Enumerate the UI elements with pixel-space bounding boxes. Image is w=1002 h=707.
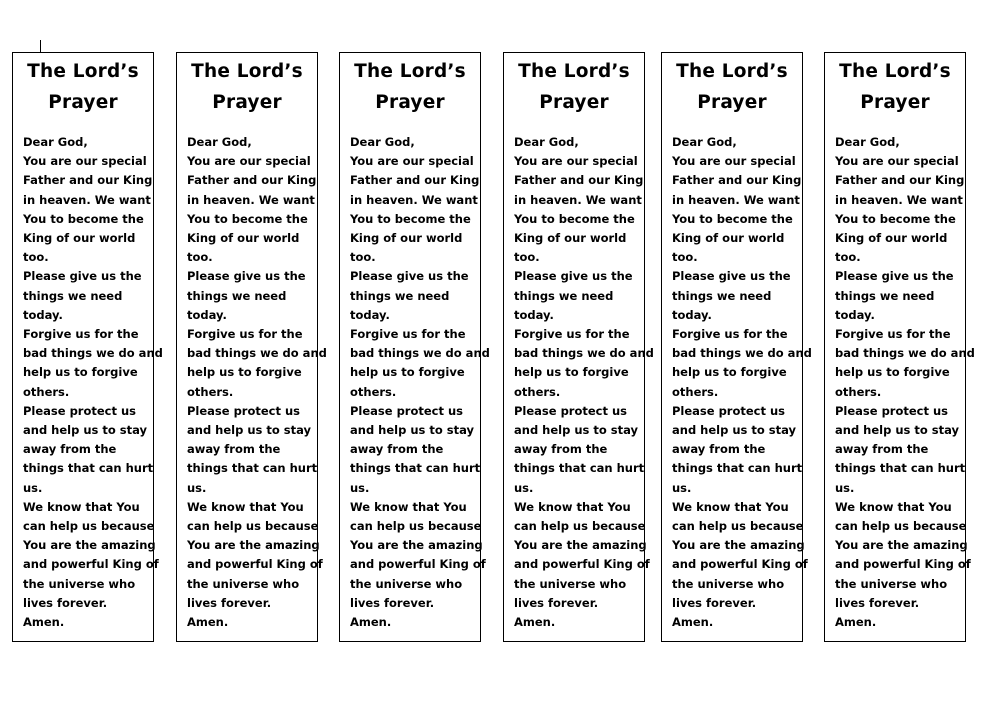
prayer-text [350, 133, 490, 632]
prayer-line: lives forever. [672, 595, 757, 610]
prayer-line: King of our world [514, 231, 627, 246]
prayer-line: us. [23, 480, 43, 495]
prayer-line: things that can hurt [23, 461, 154, 476]
bookmark-3 [339, 52, 490, 642]
prayer-line: in heaven. We want [23, 192, 151, 207]
prayer-line: You are our special [672, 154, 796, 169]
prayer-line: We know that You [350, 499, 467, 514]
prayer-line: You are our special [835, 154, 959, 169]
prayer-line: lives forever. [514, 595, 599, 610]
prayer-line: can help us because [350, 519, 482, 534]
prayer-line: others. [672, 384, 719, 399]
prayer-line: Forgive us for the [23, 327, 139, 342]
prayer-line: things that can hurt [187, 461, 318, 476]
prayer-line: others. [23, 384, 70, 399]
prayer-line: Please protect us [514, 403, 628, 418]
prayer-line: us. [835, 480, 855, 495]
prayer-line: King of our world [672, 231, 785, 246]
prayer-line: Dear God, [23, 135, 88, 149]
prayer-line: things we need [187, 288, 287, 303]
prayer-line: and powerful King of [350, 557, 486, 572]
prayer-line: King of our world [835, 231, 948, 246]
prayer-line: too. [672, 250, 698, 265]
prayer-line: things we need [514, 288, 614, 303]
prayer-line: Dear God, [835, 135, 900, 149]
prayer-line: and help us to stay [672, 423, 797, 438]
prayer-line: Amen. [187, 615, 229, 630]
prayer-line: Please give us the [23, 269, 142, 284]
prayer-line: Father and our King [350, 173, 480, 188]
prayer-line: can help us because [23, 519, 155, 534]
prayer-line: Forgive us for the [350, 327, 466, 342]
prayer-line: You to become the [514, 211, 635, 226]
prayer-line: Father and our King [514, 173, 644, 188]
prayer-line: things that can hurt [672, 461, 803, 476]
prayer-text [514, 133, 654, 632]
prayer-text [672, 133, 812, 632]
prayer-line: and help us to stay [187, 423, 312, 438]
prayer-line: in heaven. We want [835, 192, 963, 207]
prayer-line: us. [350, 480, 370, 495]
prayer-line: help us to forgive [23, 365, 138, 380]
prayer-line: too. [23, 250, 49, 265]
prayer-line: King of our world [187, 231, 300, 246]
prayer-line: too. [350, 250, 376, 265]
prayer-line: You are the amazing [835, 538, 968, 553]
prayer-line: lives forever. [835, 595, 920, 610]
prayer-line: things that can hurt [514, 461, 645, 476]
bookmark-title: The Lord’s Prayer [518, 61, 630, 113]
bookmark-2 [176, 52, 327, 642]
prayer-line: and help us to stay [23, 423, 148, 438]
prayer-text [835, 133, 975, 632]
prayer-line: the universe who [835, 576, 948, 591]
prayer-line: Please protect us [23, 403, 137, 418]
prayer-line: things that can hurt [835, 461, 966, 476]
prayer-line: the universe who [514, 576, 627, 591]
prayer-line: in heaven. We want [672, 192, 800, 207]
prayer-line: others. [835, 384, 882, 399]
prayer-line: and powerful King of [514, 557, 650, 572]
prayer-line: Forgive us for the [514, 327, 630, 342]
prayer-line: Father and our King [23, 173, 153, 188]
prayer-line: today. [187, 307, 227, 322]
bookmark-title: The Lord’s Prayer [27, 61, 139, 113]
prayer-line: help us to forgive [835, 365, 950, 380]
bookmark-1 [12, 52, 163, 642]
prayer-line: away from the [187, 442, 281, 457]
prayer-line: Amen. [672, 615, 714, 630]
prayer-line: You to become the [187, 211, 308, 226]
prayer-line: Dear God, [187, 135, 252, 149]
prayer-line: help us to forgive [350, 365, 465, 380]
prayer-line: in heaven. We want [187, 192, 315, 207]
prayer-line: the universe who [23, 576, 136, 591]
prayer-line: help us to forgive [187, 365, 302, 380]
prayer-line: You to become the [672, 211, 793, 226]
prayer-line: Please protect us [350, 403, 464, 418]
prayer-line: Please give us the [672, 269, 791, 284]
prayer-line: and powerful King of [835, 557, 971, 572]
prayer-line: Please protect us [672, 403, 786, 418]
prayer-line: Amen. [835, 615, 877, 630]
prayer-line: in heaven. We want [514, 192, 642, 207]
bookmark-title: The Lord’s Prayer [839, 61, 951, 113]
prayer-line: You are our special [23, 154, 147, 169]
prayer-text [187, 133, 327, 632]
prayer-line: can help us because [672, 519, 804, 534]
prayer-line: things we need [23, 288, 123, 303]
prayer-line: others. [514, 384, 561, 399]
prayer-line: help us to forgive [672, 365, 787, 380]
prayer-line: too. [187, 250, 213, 265]
prayer-line: You are our special [350, 154, 474, 169]
prayer-line: Amen. [23, 615, 65, 630]
prayer-line: Amen. [350, 615, 392, 630]
prayer-line: We know that You [514, 499, 631, 514]
prayer-line: lives forever. [187, 595, 272, 610]
prayer-line: Please give us the [835, 269, 954, 284]
prayer-line: away from the [350, 442, 444, 457]
prayer-line: things we need [835, 288, 935, 303]
prayer-line: Please give us the [514, 269, 633, 284]
prayer-line: others. [187, 384, 234, 399]
prayer-line: the universe who [187, 576, 300, 591]
prayer-line: You are our special [187, 154, 311, 169]
prayer-line: You to become the [350, 211, 471, 226]
prayer-line: bad things we do and [187, 346, 327, 361]
prayer-line: today. [672, 307, 712, 322]
prayer-line: and help us to stay [835, 423, 960, 438]
prayer-line: us. [672, 480, 692, 495]
prayer-line: Please give us the [187, 269, 306, 284]
prayer-line: things we need [672, 288, 772, 303]
prayer-line: Amen. [514, 615, 556, 630]
prayer-line: bad things we do and [835, 346, 975, 361]
prayer-line: Father and our King [187, 173, 317, 188]
prayer-line: and help us to stay [514, 423, 639, 438]
prayer-line: things we need [350, 288, 450, 303]
prayer-line: today. [23, 307, 63, 322]
bookmark-4 [503, 52, 654, 642]
prayer-line: us. [187, 480, 207, 495]
prayer-line: today. [350, 307, 390, 322]
prayer-line: bad things we do and [350, 346, 490, 361]
prayer-line: You are the amazing [187, 538, 320, 553]
prayer-line: Father and our King [835, 173, 965, 188]
prayer-line: Forgive us for the [672, 327, 788, 342]
prayer-line: away from the [23, 442, 117, 457]
prayer-line: today. [835, 307, 875, 322]
prayer-line: You are the amazing [23, 538, 156, 553]
prayer-line: too. [835, 250, 861, 265]
bookmark-title: The Lord’s Prayer [676, 61, 788, 113]
prayer-line: King of our world [23, 231, 136, 246]
prayer-line: You to become the [835, 211, 956, 226]
prayer-line: can help us because [835, 519, 967, 534]
prayer-line: Dear God, [672, 135, 737, 149]
prayer-line: You are the amazing [350, 538, 483, 553]
prayer-line: things that can hurt [350, 461, 481, 476]
prayer-line: too. [514, 250, 540, 265]
prayer-line: and powerful King of [23, 557, 159, 572]
bookmark-title: The Lord’s Prayer [354, 61, 466, 113]
prayer-line: bad things we do and [672, 346, 812, 361]
prayer-line: away from the [672, 442, 766, 457]
bookmark-title: The Lord’s Prayer [191, 61, 303, 113]
prayer-line: bad things we do and [23, 346, 163, 361]
prayer-line: Father and our King [672, 173, 802, 188]
prayer-line: You are the amazing [514, 538, 647, 553]
prayer-line: Dear God, [514, 135, 579, 149]
prayer-line: We know that You [672, 499, 789, 514]
prayer-line: You are our special [514, 154, 638, 169]
prayer-line: can help us because [514, 519, 646, 534]
prayer-line: us. [514, 480, 534, 495]
prayer-line: Please give us the [350, 269, 469, 284]
prayer-line: You are the amazing [672, 538, 805, 553]
prayer-line: We know that You [835, 499, 952, 514]
prayer-text [23, 133, 163, 632]
prayer-line: in heaven. We want [350, 192, 478, 207]
prayer-line: King of our world [350, 231, 463, 246]
prayer-line: others. [350, 384, 397, 399]
prayer-line: the universe who [350, 576, 463, 591]
prayer-line: Please protect us [187, 403, 301, 418]
prayer-line: We know that You [23, 499, 140, 514]
prayer-line: We know that You [187, 499, 304, 514]
bookmark-6 [824, 52, 975, 642]
prayer-line: today. [514, 307, 554, 322]
prayer-line: lives forever. [23, 595, 108, 610]
prayer-line: away from the [514, 442, 608, 457]
prayer-line: help us to forgive [514, 365, 629, 380]
prayer-line: away from the [835, 442, 929, 457]
prayer-line: Dear God, [350, 135, 415, 149]
prayer-line: and help us to stay [350, 423, 475, 438]
prayer-line: and powerful King of [187, 557, 323, 572]
prayer-line: bad things we do and [514, 346, 654, 361]
prayer-line: Forgive us for the [187, 327, 303, 342]
prayer-line: Forgive us for the [835, 327, 951, 342]
prayer-line: can help us because [187, 519, 319, 534]
prayer-line: You to become the [23, 211, 144, 226]
prayer-line: Please protect us [835, 403, 949, 418]
prayer-line: the universe who [672, 576, 785, 591]
prayer-line: and powerful King of [672, 557, 808, 572]
prayer-line: lives forever. [350, 595, 435, 610]
bookmark-5 [661, 52, 812, 642]
